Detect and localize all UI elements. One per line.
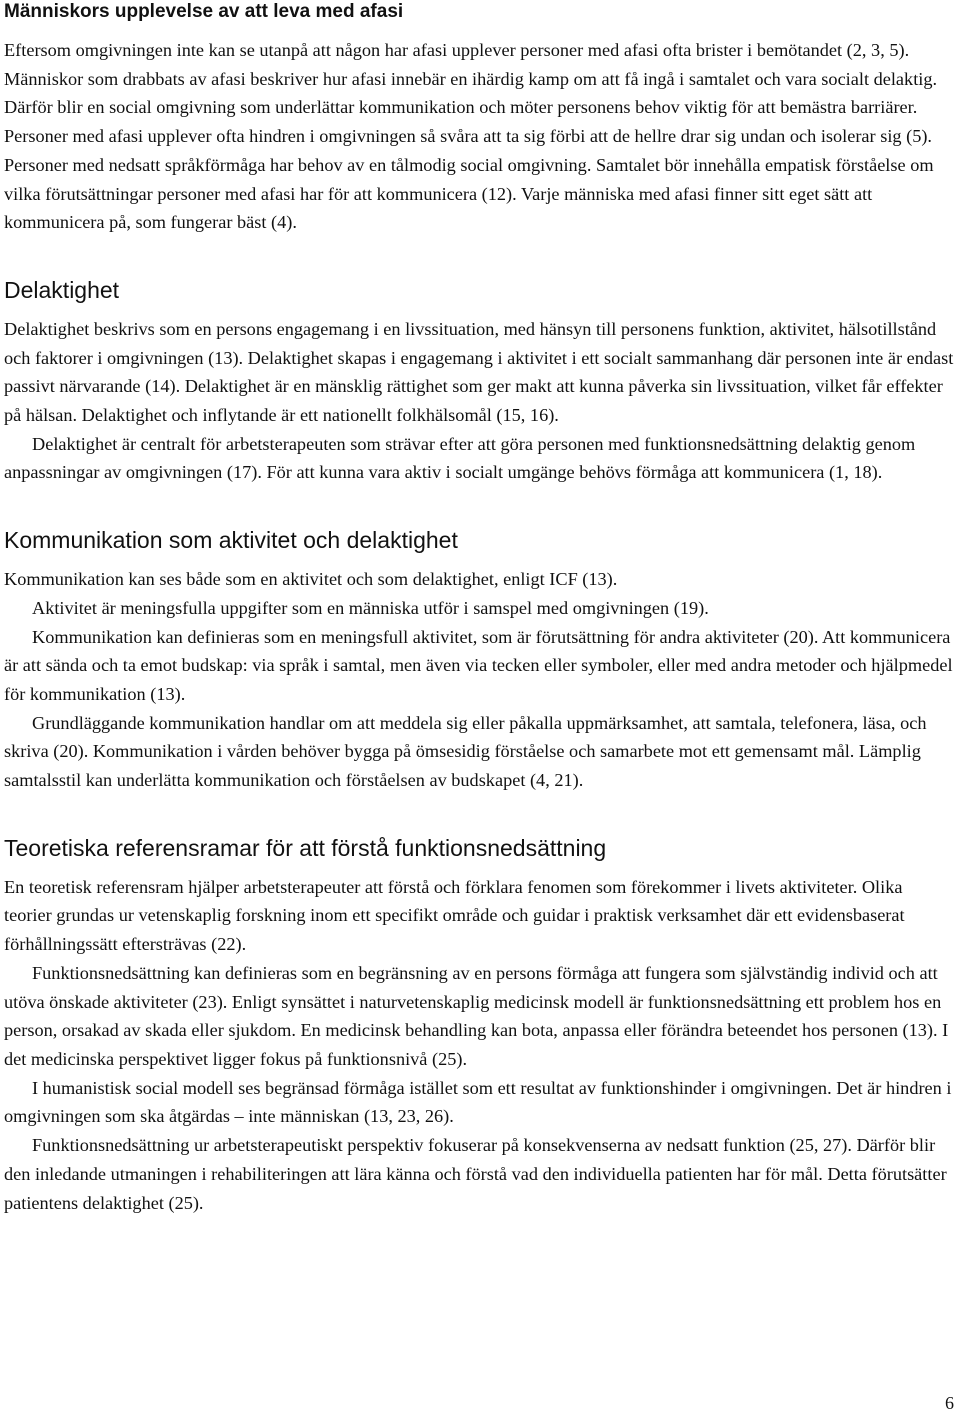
paragraph-kommunikation-1: Kommunikation kan ses både som en aktivitet och som delaktighet, enligt ICF (13). [4, 569, 618, 590]
page-number: 6 [945, 1393, 954, 1413]
heading-afasi-experience: Människors upplevelse av att leva med afasi [4, 1, 404, 22]
paragraph-teoretiska-2: Funktionsnedsättning kan definieras som en begränsning av en persons förmåga att fungera som självständig individ och att utöva önskade aktiviteter (23). Enligt synsättet i naturvetenskaplig medicinsk modell är funktionsnedsättning ett problem hos en person, orsakad av skada eller sjukdom. En medicinsk behandling kan bota, anpassa eller förändra beteendet hos personen (13). I det medicinska perspektivet ligger fokus på funktionsnivå (25). [4, 962, 949, 1069]
paragraph-teoretiska-4: Funktionsnedsättning ur arbetsterapeutiskt perspektiv fokuserar på konsekvenserna av nedsatt funktion (25, 27). Därför blir den inledande utmaningen i rehabiliteringen att lära känna och förstå vad den individuella patienten har för mål. Detta förutsätter patientens delaktighet (25). [4, 1135, 947, 1213]
heading-kommunikation: Kommunikation som aktivitet och delaktighet [4, 527, 458, 554]
paragraph-kommunikation-3: Kommunikation kan definieras som en meningsfull aktivitet, som är förutsättning för andra aktiviteter (20). Att kommunicera är att sända och ta emot budskap: via språk i samtal, men även via tecken eller symboler, eller med andra metoder och hjälpmedel för kommunikation (13). [4, 626, 953, 704]
paragraph-afasi-experience: Eftersom omgivningen inte kan se utanpå att någon har afasi upplever personer med afasi ofta brister i bemötandet (2, 3, 5). Människor som drabbats av afasi beskriver hur afasi innebär en ihärdig kamp om att få ingå i samtalet och vara socialt delaktig. Därför blir en social omgivning som underlättar kommunikation och möter personens behov viktig för att bemästra barriärer. Personer med afasi upplever ofta hindren i omgivningen så svåra att ta sig förbi att de hellre drar sig undan och isolerar sig (5). Personer med nedsatt språkförmåga har behov av en tålmodig social omgivning. Samtalet bör innehålla empatisk förståelse om vilka förutsättningar personer med afasi har för att kommunicera (12). Varje människa med afasi finner sitt eget sätt att kommunicera på, som fungerar bäst (4). [4, 40, 938, 233]
paragraph-kommunikation-4: Grundläggande kommunikation handlar om att meddela sig eller påkalla uppmärksamhet, att samtala, telefonera, läsa, och skriva (20). Kommunikation i vården behöver bygga på ömsesidig förståelse och samarbete mot ett gemensamt mål. Lämplig samtalsstil kan underlätta kommunikation och förståelsen av budskapet (4, 21). [4, 712, 927, 791]
heading-delaktighet: Delaktighet [4, 276, 120, 303]
paragraph-teoretiska-3: I humanistisk social modell ses begränsad förmåga istället som ett resultat av funktionshinder i omgivningen. Det är hindren i omgivningen som ska åtgärdas – inte människan (13, 23, 26). [4, 1077, 952, 1127]
paragraph-teoretiska-1: En teoretisk referensram hjälper arbetsterapeuter att förstå och förklara fenomen som förekommer i livets aktiviteter. Olika teorier grundas ur vetenskaplig forskning inom ett specifikt område och guidar i praktisk verksamhet där ett evidensbaserat förhållningssätt eftersträvas (22). [4, 876, 905, 955]
heading-teoretiska-referensramar: Teoretiska referensramar för att förstå funktionsnedsättning [4, 834, 607, 861]
paragraph-delaktighet-1: Delaktighet beskrivs som en persons engagemang i en livssituation, med hänsyn till personens funktion, aktivitet, hälsotillstånd och faktorer i omgivningen (13). Delaktighet skapas i engagemang i aktivitet i ett socialt sammanhang där personen inte är endast passivt närvarande (14). Delaktighet är en mänsklig rättighet som ger makt att kunna påverka sin livssituation, vilket får effekter på hälsan. Delaktighet och inflytande är ett nationellt folkhälsomål (15, 16). [4, 318, 954, 426]
document-page [4, 0, 954, 1217]
paragraph-delaktighet-2: Delaktighet är centralt för arbetsterapeuten som strävar efter att göra personen med funktionsnedsättning delaktig genom anpassningar av omgivningen (17). För att kunna vara aktiv i socialt umgänge behövs förmåga att kommunicera (1, 18). [4, 433, 916, 483]
paragraph-kommunikation-2: Aktivitet är meningsfulla uppgifter som en människa utför i samspel med omgivningen (19). [32, 597, 709, 618]
